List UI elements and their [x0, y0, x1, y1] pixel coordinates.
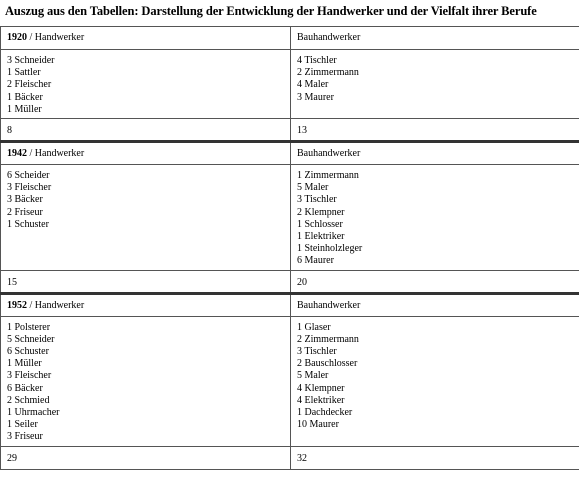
craftsmen-table: [0, 26, 579, 470]
craftsmen-total-cell: 8: [1, 119, 291, 142]
list-item: 1 Elektriker: [297, 231, 345, 243]
block-total-row: [1, 270, 579, 293]
construction-list-cell: [291, 165, 579, 271]
list-item: 2 Fleischer: [7, 79, 52, 91]
construction-label: Bauhandwerker: [297, 148, 361, 160]
table-title: Auszug aus den Tabellen: Darstellung der Entwicklung der Handwerker und der Vielfalt ihrer Berufe: [5, 4, 537, 18]
list-item: 3 Fleischer: [7, 182, 52, 194]
list-item: 1 Glaser: [297, 321, 331, 333]
list-item: 1 Müller: [7, 103, 42, 115]
list-item: 1 Uhrmacher: [7, 407, 60, 419]
list-item: 3 Schneider: [7, 55, 55, 66]
list-item: 1 Schuster: [7, 218, 49, 230]
list-item: 1 Polsterer: [7, 321, 51, 333]
list-item: 3 Friseur: [7, 431, 43, 443]
list-item: 4 Klempner: [297, 382, 345, 394]
craftsmen-list-cell: [1, 165, 291, 271]
list-item: 1 Bäcker: [7, 91, 43, 103]
list-item: 5 Maler: [297, 370, 329, 382]
list-item: 10 Maurer: [297, 419, 339, 431]
category-label: / Handwerker: [27, 32, 85, 43]
craftsmen-total-cell: 15: [1, 270, 291, 293]
list-item: 5 Maler: [297, 182, 329, 194]
construction-list-cell: [291, 50, 579, 119]
construction-total-cell: 20: [291, 270, 579, 293]
craftsmen-list-cell: [1, 316, 291, 446]
block-list-row: [1, 50, 579, 119]
list-item: 1 Dachdecker: [297, 407, 353, 419]
block-header-row: [1, 293, 579, 316]
list-item: 1 Sattler: [7, 67, 41, 79]
list-item: 4 Tischler: [297, 55, 337, 66]
year-label: 1920: [7, 32, 27, 43]
craftsmen-list-cell: [1, 50, 291, 119]
list-item: 4 Maler: [297, 79, 329, 91]
block-total-row: [1, 119, 579, 142]
year-header-cell: [1, 142, 291, 165]
category-label: / Handwerker: [27, 299, 85, 311]
list-item: 1 Müller: [7, 358, 42, 370]
block-header-row: [1, 27, 579, 50]
construction-header-cell: [291, 293, 579, 316]
block-total-row: [1, 446, 579, 469]
craftsmen-total-cell: 29: [1, 446, 291, 469]
year-label: 1952: [7, 299, 27, 311]
list-item: 3 Bäcker: [7, 194, 43, 206]
list-item: 2 Schmied: [7, 394, 50, 406]
list-item: 4 Elektriker: [297, 394, 345, 406]
year-header-cell: [1, 27, 291, 50]
construction-list-cell: [291, 316, 579, 446]
construction-total-cell: 32: [291, 446, 579, 469]
list-item: 5 Schneider: [7, 333, 55, 345]
list-item: 6 Maurer: [297, 255, 334, 267]
list-item: 3 Tischler: [297, 194, 337, 206]
list-item: 1 Zimmermann: [297, 170, 359, 182]
list-item: 2 Zimmermann: [297, 67, 359, 79]
list-item: 6 Scheider: [7, 170, 50, 182]
block-list-row: [1, 165, 579, 271]
construction-header-cell: [291, 142, 579, 165]
construction-label: Bauhandwerker: [297, 32, 361, 43]
list-item: 2 Klempner: [297, 206, 345, 218]
year-label: 1942: [7, 148, 27, 160]
construction-total-cell: 13: [291, 119, 579, 142]
construction-header-cell: [291, 27, 579, 50]
list-item: 6 Bäcker: [7, 382, 43, 394]
list-item: 6 Schuster: [7, 346, 49, 358]
list-item: 2 Bauschlosser: [297, 358, 358, 370]
block-header-row: [1, 142, 579, 165]
list-item: 2 Friseur: [7, 206, 43, 218]
construction-label: Bauhandwerker: [297, 299, 361, 311]
list-item: 3 Tischler: [297, 346, 337, 358]
list-item: 2 Zimmermann: [297, 333, 359, 345]
block-list-row: [1, 316, 579, 446]
list-item: 1 Steinholzleger: [297, 243, 363, 255]
list-item: 1 Seiler: [7, 419, 38, 431]
category-label: / Handwerker: [27, 148, 85, 160]
year-header-cell: [1, 293, 291, 316]
list-item: 3 Fleischer: [7, 370, 52, 382]
list-item: 1 Schlosser: [297, 218, 343, 230]
list-item: 3 Maurer: [297, 91, 334, 103]
